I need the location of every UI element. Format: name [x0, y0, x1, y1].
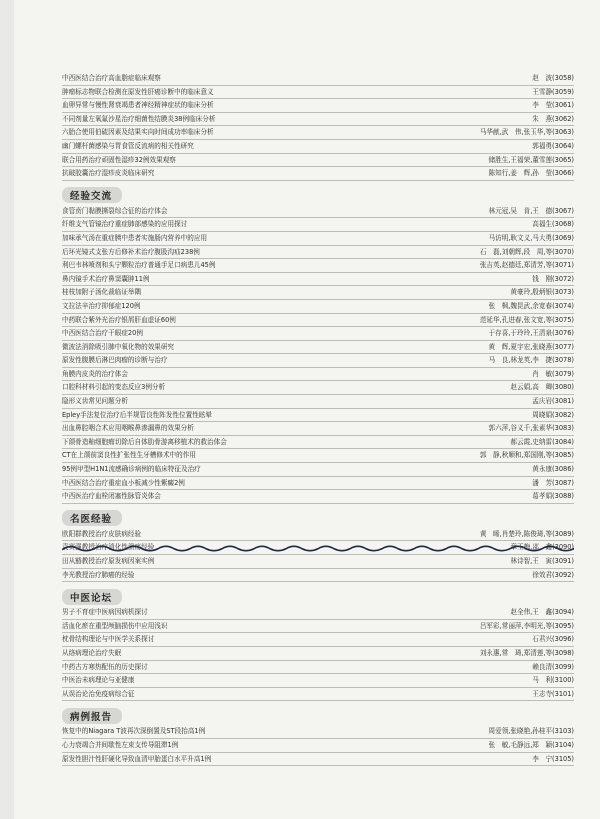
toc-entry-author-page: 高福生(3068)	[532, 220, 574, 229]
section-heading-label: 中医论坛	[62, 589, 122, 605]
toc-entry-author-page: 赖良清(3099)	[532, 662, 574, 671]
toc-entry-title: 纤维支气管镜治疗重症肺部感染的应用探讨	[62, 220, 188, 229]
toc-entry-author-page: 吕军彩,常丽萍,李明光,等(3095)	[479, 621, 574, 630]
toc-entry[interactable]	[62, 395, 574, 409]
toc-entry-title: 文拉法辛治疗抑郁症120例	[62, 301, 141, 310]
toc-entry-author-page: 马 利(3100)	[532, 676, 574, 685]
toc-entry[interactable]	[62, 113, 574, 127]
toc-entry-title: 加味承气汤在重症胰中患者实施肠内营养中的应用	[62, 233, 208, 242]
toc-entry-author-page: 刘永惠,常 琦,郑清莲,等(3098)	[479, 648, 574, 657]
toc-entry-author-page: 王雪静(3059)	[532, 87, 574, 96]
toc-entry[interactable]	[62, 661, 574, 675]
toc-entry-title: 幽门螺杆菌感染与胃食管反流病的相关性研究	[62, 141, 194, 150]
toc-entry-author-page: 黄 辉,夏宇宏,张晓燕(3077)	[488, 342, 574, 351]
toc-entry-author-page: 章玉梅,邵 鑫(3090)	[510, 543, 574, 552]
toc-entry[interactable]	[62, 725, 574, 739]
toc-entry[interactable]	[62, 422, 574, 436]
toc-entry-author-page: 赵云娟,高 卿(3080)	[510, 383, 574, 392]
toc-entry[interactable]	[62, 753, 574, 767]
toc-entry-author-page: 钱 刚(3072)	[532, 274, 574, 283]
toc-entry-title: 活血化瘀在重型颅脑损伤中应用浅识	[62, 621, 168, 630]
toc-entry[interactable]	[62, 286, 574, 300]
toc-entry[interactable]	[62, 409, 574, 423]
torn-page-line	[62, 541, 574, 554]
section-heading	[62, 186, 574, 205]
toc-entry-author-page: 于存喜,于玲玲,王清泉(3076)	[488, 329, 574, 338]
toc-entry-title: 中西医治疗血栓闭塞性脉管炎体会	[62, 492, 161, 501]
toc-entry-author-page: 郭 静,秋顺和,郑国刚,等(3085)	[479, 451, 574, 460]
toc-entry-title: 食管贲门黏膜撕裂综合征的治疗体会	[62, 206, 168, 215]
toc-entry[interactable]	[62, 300, 574, 314]
section-heading-label: 经验交流	[62, 187, 122, 203]
toc-entry[interactable]	[62, 541, 574, 555]
toc-entry-title: 从络病理论治疗失眠	[62, 648, 122, 657]
toc-entry-title: 中西医结合治疗重症血小板减少性紫癜2例	[62, 478, 185, 487]
toc-entry-title: 田从豁教授治疗原发病因案实例	[62, 557, 155, 565]
toc-entry-author-page: 周晓娟(3082)	[532, 410, 574, 419]
toc-entry[interactable]	[62, 273, 574, 287]
toc-entry-author-page: 林诗智,王 寅(3091)	[510, 557, 574, 565]
toc-entry-title: 袁赛强教授治疗消化性溃疡经验	[62, 543, 155, 552]
toc-entry[interactable]	[62, 86, 574, 100]
toc-entry-title: 中西医结合治疗高血脂症临床观察	[62, 74, 161, 82]
table-of-contents	[62, 72, 574, 766]
toc-entry[interactable]	[62, 449, 574, 463]
toc-entry-author-page: 赵 波(3058)	[532, 74, 574, 82]
toc-entry-title: 从误治论治免疫病综合征	[62, 689, 135, 698]
toc-entry[interactable]	[62, 490, 574, 504]
toc-entry[interactable]	[62, 327, 574, 341]
toc-entry-author-page: 黄 晞,肖楚玲,陈俊琦,等(3089)	[479, 529, 574, 538]
toc-entry-author-page: 林元冠,吴 肯,王 德(3067)	[488, 206, 574, 215]
toc-entry-title: 利巴韦林喷剂和头宁颗粒治疗普通手足口病患儿45例	[62, 261, 216, 270]
toc-entry[interactable]	[62, 606, 574, 620]
toc-entry-title: CT在上颌前窦良性扩张性生牙槽修术中的作用	[62, 451, 196, 460]
toc-entry[interactable]	[62, 232, 574, 246]
toc-entry-author-page: 潘 芳(3087)	[532, 478, 574, 487]
section-heading	[62, 509, 574, 528]
toc-entry-title: 中药古方寒热配伍的历史探讨	[62, 662, 148, 671]
toc-entry-title: 枕骨结构理论与中医学关系探讨	[62, 635, 155, 644]
toc-entry-title: 后环光镜式支张方后修补术治疗腹股沟疝238例	[62, 247, 200, 256]
toc-entry[interactable]	[62, 674, 574, 688]
toc-entry-author-page: 郭福勇(3064)	[532, 141, 574, 150]
toc-entry-title: 95例甲型H1N1流感确诊病例的临床特征及治疗	[62, 465, 201, 474]
toc-entry-author-page: 徐效君(3092)	[532, 570, 574, 579]
toc-entry-title: 鼻内镜手术治疗鼻窦囊肿11例	[62, 274, 150, 283]
toc-entry[interactable]	[62, 218, 574, 232]
toc-entry-title: 心力衰竭合并间歇性左束支传导阻滞1例	[62, 740, 179, 749]
toc-entry[interactable]	[62, 154, 574, 168]
toc-entry-title: 不同剂量左氧氟沙星治疗细菌性结膜炎38例临床分析	[62, 114, 216, 123]
toc-entry[interactable]	[62, 354, 574, 368]
toc-entry-title: 微波法消除吸引肺中氧化物的效果研究	[62, 342, 175, 351]
toc-entry-author-page: 陈知行,姜 辉,孙 莹(3066)	[488, 169, 574, 178]
toc-entry-title: 六胎合使用伯硫因素及结果实向时间成功率临床分析	[62, 128, 214, 137]
toc-entry[interactable]	[62, 126, 574, 140]
toc-entry[interactable]	[62, 569, 574, 583]
toc-entry-author-page: 孟庆岩(3081)	[532, 397, 574, 406]
toc-entry-title: 联合用药治疗顽固性湿疹32例效果观察	[62, 155, 176, 164]
section-heading	[62, 706, 574, 725]
toc-entry-title: 出血鼻腔咽合术应用咽喉鼻渗漏鼻的效果分析	[62, 424, 194, 433]
toc-entry-author-page: 赵全伟,王 鑫(3094)	[510, 608, 574, 617]
toc-entry[interactable]	[62, 647, 574, 661]
toc-entry[interactable]	[62, 246, 574, 260]
toc-entry-title: 原发性腹膜后淋巴肉瘤的诊断与治疗	[62, 356, 168, 365]
toc-entry-author-page: 周爱领,张晓艳,孙桂平(3103)	[488, 727, 574, 736]
toc-entry-author-page: 黄豪玲,殷炳银(3073)	[510, 288, 574, 297]
toc-entry-title: 欧阳群教授治疗皮肤病经验	[62, 529, 142, 538]
toc-entry[interactable]	[62, 341, 574, 355]
toc-entry-author-page: 朱 燕(3062)	[532, 114, 574, 123]
toc-entry[interactable]	[62, 205, 574, 219]
toc-entry-title: 中医治未病理论与亚健康	[62, 676, 135, 685]
toc-entry[interactable]	[62, 528, 574, 542]
toc-entry-title: 原发性胆汁性肝硬化导致血清甲胎蛋白水平升高1例	[62, 754, 212, 763]
toc-entry-author-page: 马访明,耿文义,马大勇(3069)	[488, 233, 574, 242]
section-heading-label: 病例报告	[62, 708, 122, 724]
toc-entry[interactable]	[62, 555, 574, 569]
toc-entry[interactable]	[62, 633, 574, 647]
toc-entry-title: 恢复中的Niagara T波再次深倒置及ST段抬高1例	[62, 727, 206, 736]
toc-entry-title: 抗破胶囊治疗湿疹皮炎临床研究	[62, 169, 155, 178]
toc-entry[interactable]	[62, 477, 574, 491]
toc-entry-author-page: 马 良,林龙英,李 捷(3078)	[488, 356, 574, 365]
toc-entry-author-page: 李 宁(3105)	[532, 754, 574, 763]
toc-entry-author-page: 王志寺(3101)	[532, 689, 574, 698]
toc-entry-author-page: 石君兴(3096)	[532, 635, 574, 644]
toc-entry-title: Epley手法复位治疗后半规管良性阵发性位置性眩晕	[62, 410, 213, 419]
toc-entry-author-page: 储胜生,王福荣,董雪莲(3065)	[488, 155, 574, 164]
toc-entry[interactable]	[62, 463, 574, 477]
toc-entry-author-page: 张 枫,魏昆武,余宽春(3074)	[488, 301, 574, 310]
toc-entry-author-page: 李 莹(3061)	[532, 101, 574, 110]
toc-entry-author-page: 范延华,孔进春,张文宽,等(3075)	[479, 315, 574, 324]
toc-entry[interactable]	[62, 620, 574, 634]
toc-entry-title: 下颌骨造釉细胞瘤切除后自体肋骨游离移植术的救治体会	[62, 437, 227, 446]
toc-entry[interactable]	[62, 381, 574, 395]
toc-entry-author-page: 马华献,武 伟,张玉华,等(3063)	[479, 128, 574, 137]
toc-entry[interactable]	[62, 314, 574, 328]
toc-entry-author-page: 石 磊,刘朝辉,段 周,等(3070)	[479, 247, 574, 256]
section-heading-label: 名医经验	[62, 510, 122, 526]
section-heading	[62, 587, 574, 606]
toc-entry-title: 肿瘤标志物联合检测在原发性肝癌诊断中的临床意义	[62, 87, 214, 96]
toc-entry-title: 口腔科材料引起的变态反应3例分析	[62, 383, 166, 392]
toc-entry-title: 男子不育症中医病因病机探讨	[62, 608, 148, 617]
toc-entry-title: 角膜内皮炎的治疗体会	[62, 369, 128, 378]
toc-entry-author-page: 肖 敏(3079)	[532, 369, 574, 378]
toc-entry-author-page: 黄永康(3086)	[532, 465, 574, 474]
toc-entry-author-page: 郝云霞,史纳雷(3084)	[510, 437, 574, 446]
toc-entry[interactable]	[62, 167, 574, 181]
toc-entry[interactable]	[62, 72, 574, 86]
toc-entry-author-page: 郭六萍,谷义千,张素华(3083)	[488, 424, 574, 433]
toc-entry-author-page: 葛孝娟(3088)	[532, 492, 574, 501]
toc-entry[interactable]	[62, 368, 574, 382]
toc-entry[interactable]	[62, 259, 574, 273]
toc-entry[interactable]	[62, 688, 574, 702]
toc-entry-title: 血卵异常与慢性肾衰竭患者神经精神症状的临床分析	[62, 101, 214, 110]
toc-entry-title: 中西医结合治疗干眼症20例	[62, 329, 143, 338]
toc-entry[interactable]	[62, 739, 574, 753]
toc-entry-title: 中药联合紫外光治疗银屑肝血虚证60例	[62, 315, 176, 324]
toc-entry-author-page: 张 敏,毛静远,郑 颖(3104)	[488, 740, 574, 749]
toc-entry-title: 李光教授治疗肺癌的经验	[62, 570, 135, 579]
toc-entry-title: 桂枝加附子汤化裁临证举隅	[62, 288, 142, 297]
toc-entry[interactable]	[62, 140, 574, 154]
toc-entry-title: 隐形义齿常见问题分析	[62, 397, 128, 406]
toc-entry-author-page: 张吉英,赵德廷,郑清芳,等(3071)	[479, 261, 574, 270]
toc-entry[interactable]	[62, 436, 574, 450]
toc-entry[interactable]	[62, 99, 574, 113]
document-page	[14, 0, 600, 819]
